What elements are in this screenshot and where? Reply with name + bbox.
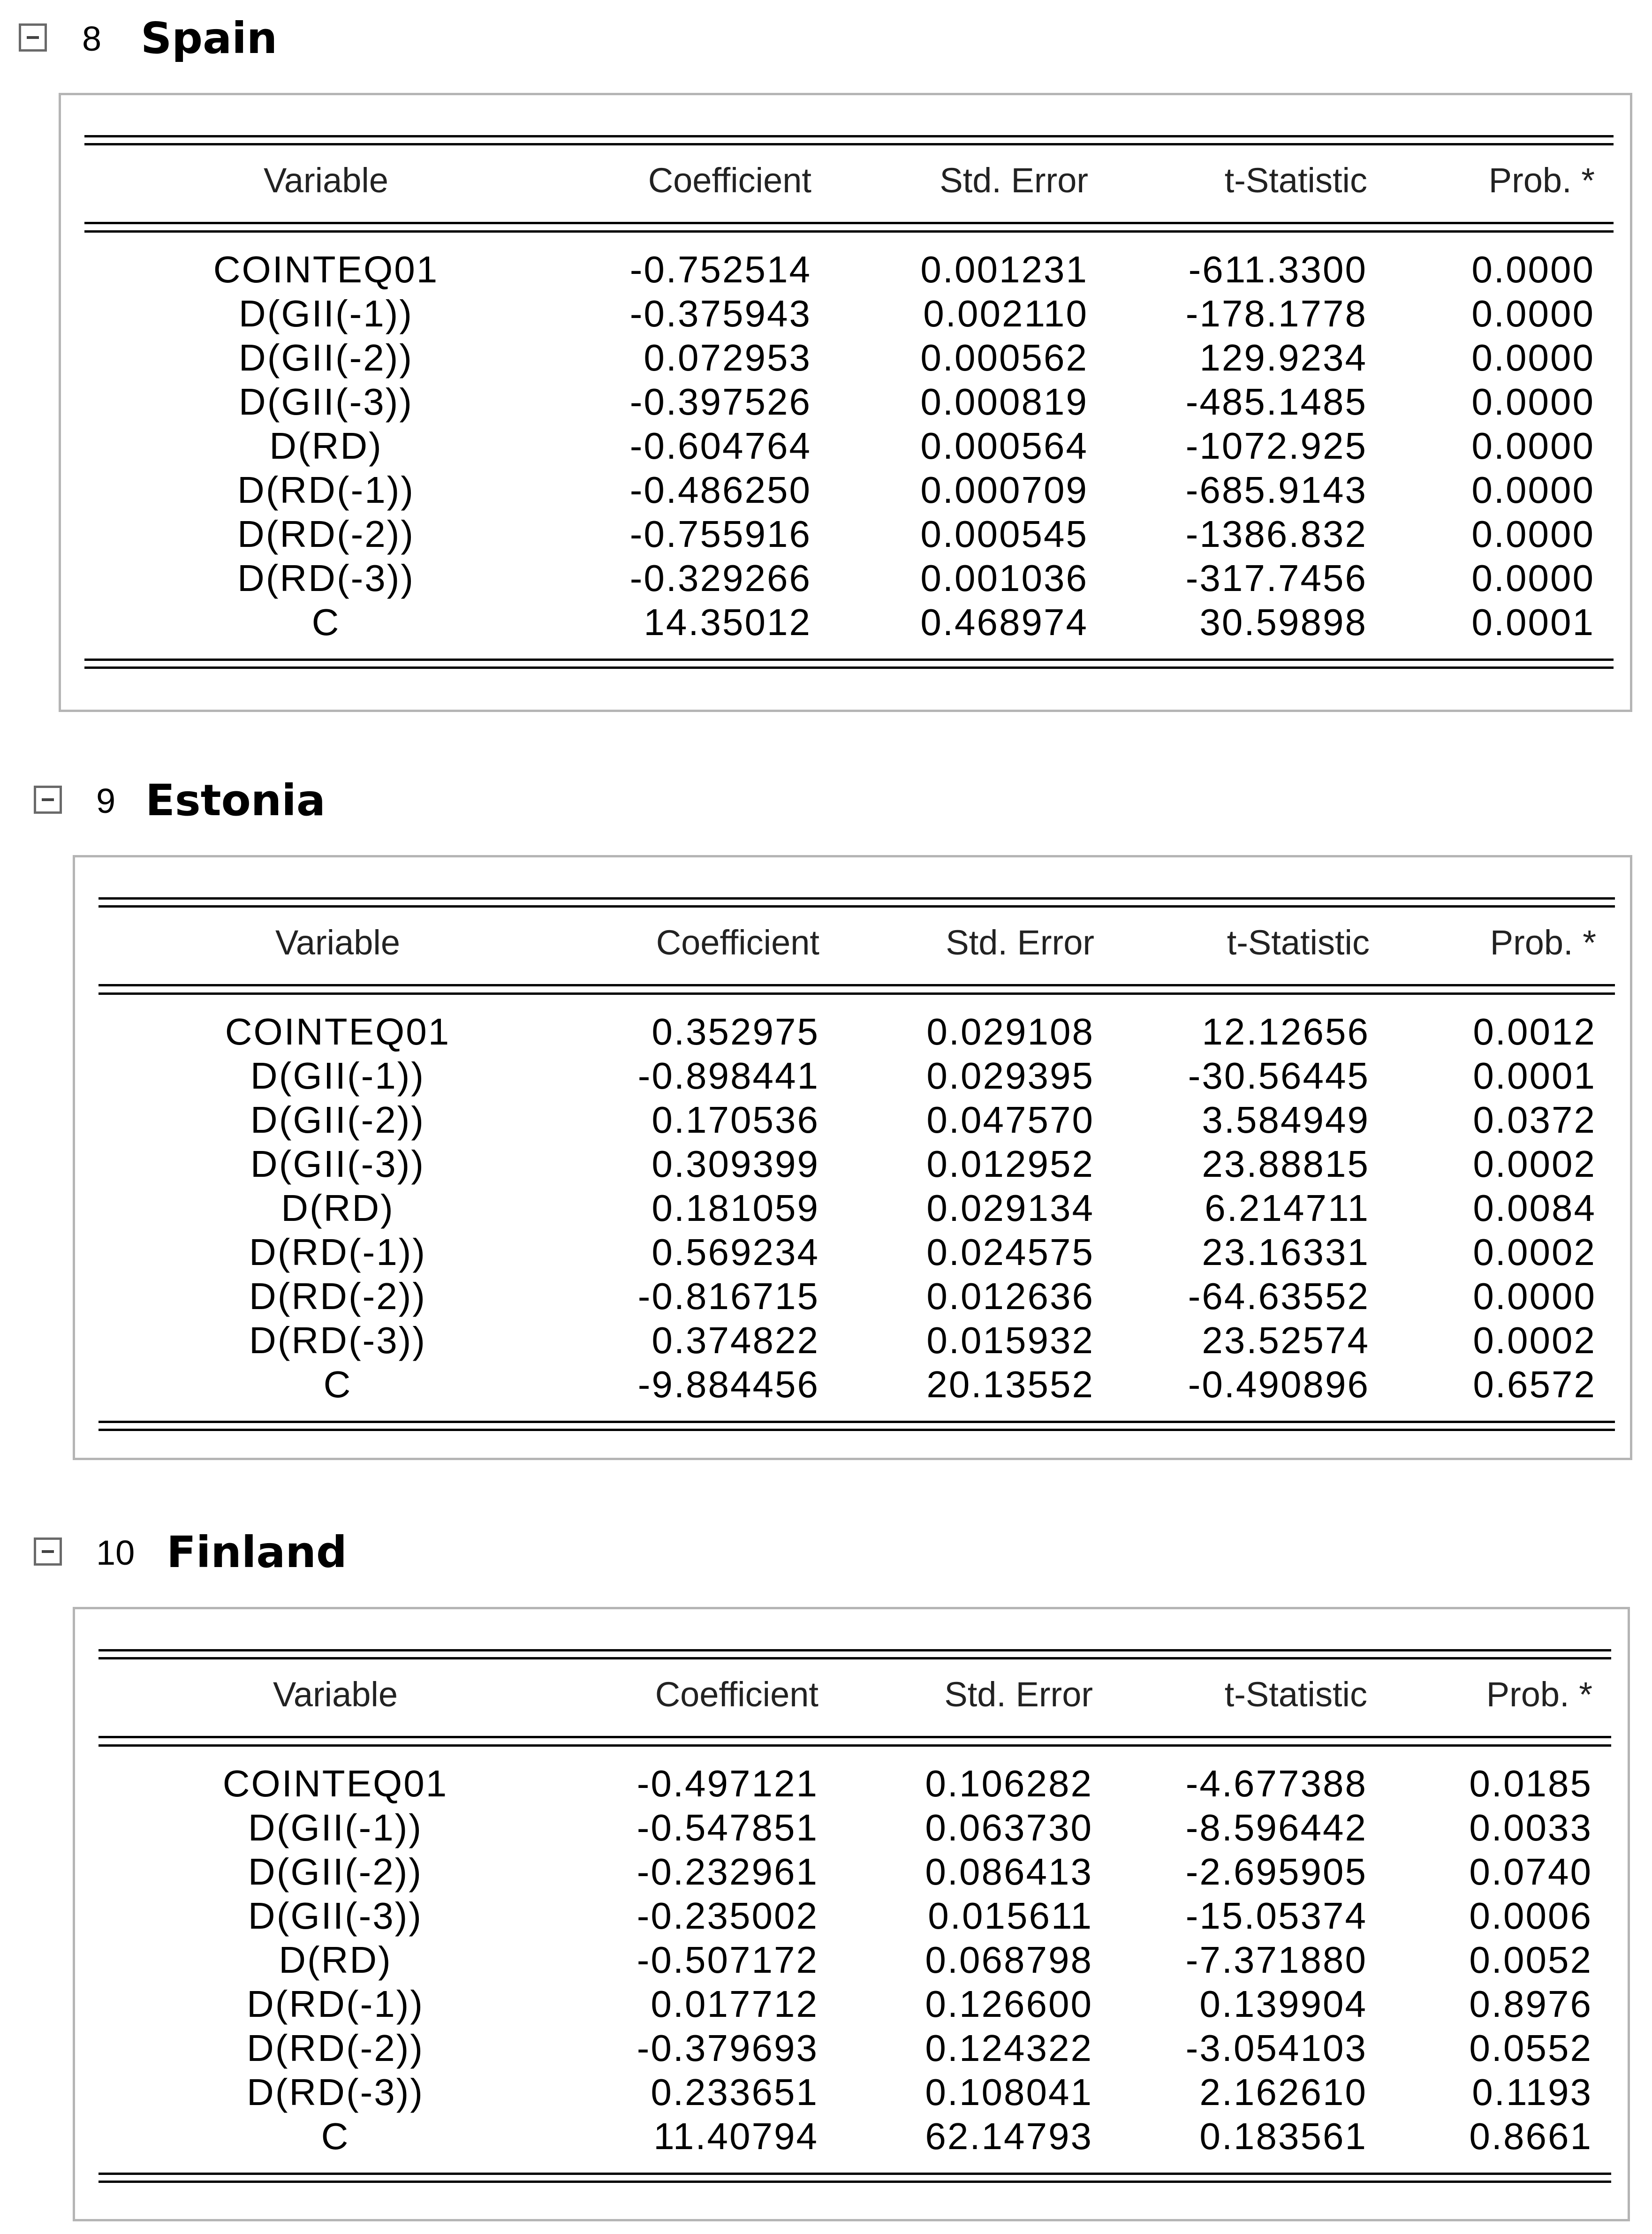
table-row bbox=[75, 1363, 1630, 1407]
std-error-cell: 0.086413 bbox=[925, 1851, 1093, 1893]
bottom-rule bbox=[99, 2173, 1611, 2175]
t-statistic-cell: -64.63552 bbox=[1188, 1275, 1370, 1317]
column-header-coefficient: Coefficient bbox=[648, 161, 811, 200]
std-error-cell: 0.029395 bbox=[926, 1055, 1094, 1097]
std-error-cell: 0.000564 bbox=[920, 425, 1088, 467]
header-rule bbox=[99, 992, 1615, 995]
coefficient-cell: 0.374822 bbox=[652, 1319, 819, 1361]
std-error-cell: 0.000709 bbox=[920, 469, 1088, 511]
std-error-cell: 0.015611 bbox=[928, 1895, 1093, 1937]
coefficient-cell: 0.181059 bbox=[652, 1187, 819, 1229]
section-number: 8 bbox=[82, 19, 102, 58]
top-rule bbox=[99, 897, 1615, 900]
coefficient-cell: -0.397526 bbox=[629, 381, 811, 423]
section-header[interactable] bbox=[0, 1528, 704, 1584]
std-error-cell: 0.012952 bbox=[926, 1143, 1094, 1185]
table-row bbox=[61, 336, 1630, 380]
section-number: 10 bbox=[96, 1533, 135, 1572]
prob-cell: 0.0001 bbox=[1471, 601, 1595, 643]
results-table bbox=[73, 855, 1632, 1460]
prob-cell: 0.0012 bbox=[1473, 1011, 1596, 1053]
coefficient-cell: -0.232961 bbox=[637, 1851, 818, 1893]
std-error-cell: 0.000819 bbox=[920, 381, 1088, 423]
prob-cell: 0.0000 bbox=[1471, 381, 1595, 423]
coefficient-cell: -0.375943 bbox=[629, 293, 811, 334]
minus-icon bbox=[42, 798, 54, 801]
coefficient-cell: -0.486250 bbox=[629, 469, 811, 511]
t-statistic-cell: 2.162610 bbox=[1199, 2071, 1367, 2113]
t-statistic-cell: -1072.925 bbox=[1185, 425, 1367, 467]
prob-cell: 0.0000 bbox=[1471, 249, 1595, 290]
coefficient-cell: 0.170536 bbox=[652, 1099, 819, 1141]
std-error-cell: 0.126600 bbox=[925, 1983, 1093, 2025]
table-row bbox=[75, 1186, 1630, 1230]
table-row bbox=[75, 1806, 1628, 1850]
coefficient-cell: -0.604764 bbox=[629, 425, 811, 467]
t-statistic-cell: -611.3300 bbox=[1188, 249, 1367, 290]
t-statistic-cell: -4.677388 bbox=[1185, 1763, 1367, 1804]
bottom-rule bbox=[84, 666, 1614, 669]
prob-cell: 0.0000 bbox=[1471, 513, 1595, 555]
prob-cell: 0.8976 bbox=[1469, 1983, 1592, 2025]
table-row bbox=[75, 1142, 1630, 1186]
t-statistic-cell: 3.584949 bbox=[1202, 1099, 1370, 1141]
coefficient-cell: 0.569234 bbox=[652, 1231, 819, 1273]
variable-cell: D(RD) bbox=[281, 1187, 394, 1229]
prob-cell: 0.0000 bbox=[1471, 337, 1595, 379]
collapse-toggle-icon[interactable] bbox=[34, 786, 62, 814]
bottom-rule bbox=[84, 659, 1614, 661]
t-statistic-cell: -7.371880 bbox=[1185, 1939, 1367, 1981]
std-error-cell: 0.029134 bbox=[926, 1187, 1094, 1229]
std-error-cell: 0.024575 bbox=[926, 1231, 1094, 1273]
variable-cell: D(RD(-1)) bbox=[246, 1983, 424, 2025]
variable-cell: D(RD(-2)) bbox=[249, 1275, 426, 1317]
t-statistic-cell: -3.054103 bbox=[1185, 2027, 1367, 2069]
coefficient-cell: 0.352975 bbox=[652, 1011, 819, 1053]
table-row bbox=[61, 380, 1630, 424]
t-statistic-cell: -685.9143 bbox=[1185, 469, 1367, 511]
t-statistic-cell: -30.56445 bbox=[1188, 1055, 1370, 1097]
table-row bbox=[75, 1894, 1628, 1938]
variable-cell: COINTEQ01 bbox=[225, 1011, 451, 1053]
t-statistic-cell: 6.214711 bbox=[1205, 1187, 1370, 1229]
coefficient-cell: -0.547851 bbox=[637, 1807, 818, 1848]
t-statistic-cell: 23.88815 bbox=[1202, 1143, 1370, 1185]
coefficient-cell: -0.235002 bbox=[637, 1895, 818, 1937]
section-header[interactable] bbox=[0, 14, 704, 70]
coefficient-cell: -0.329266 bbox=[629, 557, 811, 599]
prob-cell: 0.0740 bbox=[1469, 1851, 1592, 1893]
top-rule bbox=[99, 1649, 1611, 1651]
table-row bbox=[61, 248, 1630, 292]
variable-cell: COINTEQ01 bbox=[213, 249, 439, 290]
t-statistic-cell: 23.16331 bbox=[1202, 1231, 1370, 1273]
std-error-cell: 62.14793 bbox=[925, 2115, 1093, 2157]
prob-cell: 0.0000 bbox=[1471, 557, 1595, 599]
prob-cell: 0.0000 bbox=[1471, 293, 1595, 334]
t-statistic-cell: 0.139904 bbox=[1199, 1983, 1367, 2025]
coefficient-cell: -0.507172 bbox=[637, 1939, 818, 1981]
table-row bbox=[61, 600, 1630, 644]
t-statistic-cell: 12.12656 bbox=[1202, 1011, 1370, 1053]
variable-cell: D(RD(-3)) bbox=[246, 2071, 424, 2113]
variable-cell: D(RD(-2)) bbox=[237, 513, 415, 555]
t-statistic-cell: -8.596442 bbox=[1185, 1807, 1367, 1848]
t-statistic-cell: 30.59898 bbox=[1199, 601, 1367, 643]
section-number: 9 bbox=[96, 781, 116, 820]
t-statistic-cell: 23.52574 bbox=[1202, 1319, 1370, 1361]
column-header-std-error: Std. Error bbox=[944, 1675, 1093, 1714]
table-row bbox=[75, 1982, 1628, 2026]
coefficient-cell: -0.752514 bbox=[629, 249, 811, 290]
table-row bbox=[61, 424, 1630, 468]
t-statistic-cell: 0.183561 bbox=[1199, 2115, 1367, 2157]
variable-cell: D(RD(-1)) bbox=[249, 1231, 426, 1273]
column-header-std-error: Std. Error bbox=[940, 161, 1088, 200]
coefficient-cell: 0.072953 bbox=[644, 337, 811, 379]
std-error-cell: 0.015932 bbox=[926, 1319, 1094, 1361]
std-error-cell: 0.000545 bbox=[920, 513, 1088, 555]
std-error-cell: 0.047570 bbox=[926, 1099, 1094, 1141]
variable-cell: C bbox=[323, 1363, 352, 1405]
std-error-cell: 0.068798 bbox=[925, 1939, 1093, 1981]
prob-cell: 0.0000 bbox=[1471, 425, 1595, 467]
coefficient-cell: 0.017712 bbox=[651, 1983, 818, 2025]
table-row bbox=[75, 2114, 1628, 2158]
std-error-cell: 0.000562 bbox=[920, 337, 1088, 379]
results-section bbox=[0, 776, 1652, 1465]
column-header-std-error: Std. Error bbox=[946, 923, 1094, 962]
prob-cell: 0.0002 bbox=[1473, 1319, 1596, 1361]
column-header-coefficient: Coefficient bbox=[656, 923, 819, 962]
std-error-cell: 0.108041 bbox=[925, 2071, 1093, 2113]
table-row bbox=[75, 1850, 1628, 1894]
results-table bbox=[73, 1607, 1630, 2221]
coefficient-cell: -0.898441 bbox=[637, 1055, 819, 1097]
table-row bbox=[75, 1010, 1630, 1054]
table-row bbox=[75, 1318, 1630, 1363]
variable-cell: D(GII(-2)) bbox=[250, 1099, 425, 1141]
prob-cell: 0.0002 bbox=[1473, 1231, 1596, 1273]
std-error-cell: 0.124322 bbox=[925, 2027, 1093, 2069]
section-title: Estonia bbox=[145, 775, 326, 825]
column-header-prob: Prob. * bbox=[1488, 161, 1595, 200]
column-header-coefficient: Coefficient bbox=[655, 1675, 818, 1714]
variable-cell: D(GII(-1)) bbox=[250, 1055, 425, 1097]
prob-cell: 0.0185 bbox=[1469, 1763, 1592, 1804]
variable-cell: D(GII(-1)) bbox=[238, 293, 414, 334]
std-error-cell: 0.029108 bbox=[926, 1011, 1094, 1053]
table-row bbox=[61, 512, 1630, 556]
bottom-rule bbox=[99, 1421, 1615, 1423]
section-title: Finland bbox=[167, 1527, 347, 1577]
column-header-t-statistic: t-Statistic bbox=[1224, 161, 1367, 200]
bottom-rule bbox=[99, 1429, 1615, 1431]
prob-cell: 0.0372 bbox=[1473, 1099, 1596, 1141]
results-table bbox=[59, 93, 1632, 712]
header-rule bbox=[84, 230, 1614, 233]
collapse-toggle-icon[interactable] bbox=[34, 1537, 62, 1566]
prob-cell: 0.0002 bbox=[1473, 1143, 1596, 1185]
table-row bbox=[75, 2070, 1628, 2114]
prob-cell: 0.0033 bbox=[1469, 1807, 1592, 1848]
variable-cell: D(GII(-2)) bbox=[238, 337, 414, 379]
table-row bbox=[75, 1098, 1630, 1142]
variable-cell: D(RD(-2)) bbox=[246, 2027, 424, 2069]
t-statistic-cell: -2.695905 bbox=[1185, 1851, 1367, 1893]
t-statistic-cell: -178.1778 bbox=[1185, 293, 1367, 334]
variable-cell: D(RD) bbox=[269, 425, 383, 467]
std-error-cell: 20.13552 bbox=[926, 1363, 1094, 1405]
column-header-variable: Variable bbox=[263, 161, 388, 200]
t-statistic-cell: -0.490896 bbox=[1188, 1363, 1370, 1405]
column-header-prob: Prob. * bbox=[1490, 923, 1596, 962]
prob-cell: 0.0552 bbox=[1469, 2027, 1592, 2069]
prob-cell: 0.0000 bbox=[1473, 1275, 1596, 1317]
variable-cell: C bbox=[311, 601, 341, 643]
prob-cell: 0.0001 bbox=[1473, 1055, 1596, 1097]
variable-cell: D(RD(-1)) bbox=[237, 469, 415, 511]
coefficient-cell: -0.379693 bbox=[637, 2027, 818, 2069]
section-title: Spain bbox=[141, 13, 278, 63]
t-statistic-cell: -1386.832 bbox=[1185, 513, 1367, 555]
prob-cell: 0.0052 bbox=[1469, 1939, 1592, 1981]
coefficient-cell: -0.755916 bbox=[629, 513, 811, 555]
column-header-variable: Variable bbox=[273, 1675, 398, 1714]
table-row bbox=[75, 1274, 1630, 1318]
table-row bbox=[75, 2026, 1628, 2070]
t-statistic-cell: -317.7456 bbox=[1185, 557, 1367, 599]
prob-cell: 0.0006 bbox=[1469, 1895, 1592, 1937]
column-header-t-statistic: t-Statistic bbox=[1224, 1675, 1367, 1714]
std-error-cell: 0.001231 bbox=[920, 249, 1088, 290]
section-header[interactable] bbox=[0, 776, 704, 833]
variable-cell: D(GII(-3)) bbox=[238, 381, 414, 423]
variable-cell: D(GII(-3)) bbox=[250, 1143, 425, 1185]
variable-cell: D(RD(-3)) bbox=[249, 1319, 426, 1361]
coefficient-cell: 0.309399 bbox=[652, 1143, 819, 1185]
std-error-cell: 0.468974 bbox=[920, 601, 1088, 643]
top-rule bbox=[99, 905, 1615, 908]
std-error-cell: 0.063730 bbox=[925, 1807, 1093, 1848]
header-rule bbox=[99, 1744, 1611, 1747]
table-row bbox=[61, 468, 1630, 512]
results-section bbox=[0, 1528, 1652, 2226]
column-header-variable: Variable bbox=[275, 923, 400, 962]
coefficient-cell: 11.40794 bbox=[653, 2115, 818, 2157]
top-rule bbox=[99, 1657, 1611, 1659]
table-row bbox=[75, 1938, 1628, 1982]
variable-cell: C bbox=[321, 2115, 350, 2157]
collapse-toggle-icon[interactable] bbox=[19, 23, 47, 52]
coefficient-cell: -0.816715 bbox=[637, 1275, 819, 1317]
coefficient-cell: 14.35012 bbox=[644, 601, 811, 643]
variable-cell: COINTEQ01 bbox=[222, 1763, 448, 1804]
minus-icon bbox=[27, 36, 39, 39]
table-row bbox=[61, 292, 1630, 336]
coefficient-cell: -9.884456 bbox=[637, 1363, 819, 1405]
prob-cell: 0.6572 bbox=[1473, 1363, 1596, 1405]
top-rule bbox=[84, 135, 1614, 137]
t-statistic-cell: 129.9234 bbox=[1199, 337, 1367, 379]
prob-cell: 0.0000 bbox=[1471, 469, 1595, 511]
table-row bbox=[61, 556, 1630, 600]
variable-cell: D(RD(-3)) bbox=[237, 557, 415, 599]
prob-cell: 0.0084 bbox=[1473, 1187, 1596, 1229]
std-error-cell: 0.012636 bbox=[926, 1275, 1094, 1317]
std-error-cell: 0.106282 bbox=[925, 1763, 1093, 1804]
std-error-cell: 0.001036 bbox=[920, 557, 1088, 599]
column-header-t-statistic: t-Statistic bbox=[1227, 923, 1370, 962]
prob-cell: 0.8661 bbox=[1469, 2115, 1592, 2157]
table-row bbox=[75, 1230, 1630, 1274]
std-error-cell: 0.002110 bbox=[923, 293, 1088, 334]
table-row bbox=[75, 1054, 1630, 1098]
variable-cell: D(GII(-2)) bbox=[248, 1851, 423, 1893]
header-rule bbox=[84, 222, 1614, 224]
header-rule bbox=[99, 1736, 1611, 1738]
column-header-prob: Prob. * bbox=[1486, 1675, 1592, 1714]
results-section bbox=[0, 14, 1652, 717]
minus-icon bbox=[42, 1550, 54, 1553]
prob-cell: 0.1193 bbox=[1472, 2071, 1592, 2113]
variable-cell: D(RD) bbox=[279, 1939, 392, 1981]
coefficient-cell: -0.497121 bbox=[637, 1763, 818, 1804]
header-rule bbox=[99, 984, 1615, 986]
bottom-rule bbox=[99, 2181, 1611, 2183]
t-statistic-cell: -15.05374 bbox=[1185, 1895, 1367, 1937]
variable-cell: D(GII(-3)) bbox=[248, 1895, 423, 1937]
table-row bbox=[75, 1762, 1628, 1806]
variable-cell: D(GII(-1)) bbox=[248, 1807, 423, 1848]
coefficient-cell: 0.233651 bbox=[651, 2071, 818, 2113]
t-statistic-cell: -485.1485 bbox=[1185, 381, 1367, 423]
top-rule bbox=[84, 143, 1614, 145]
